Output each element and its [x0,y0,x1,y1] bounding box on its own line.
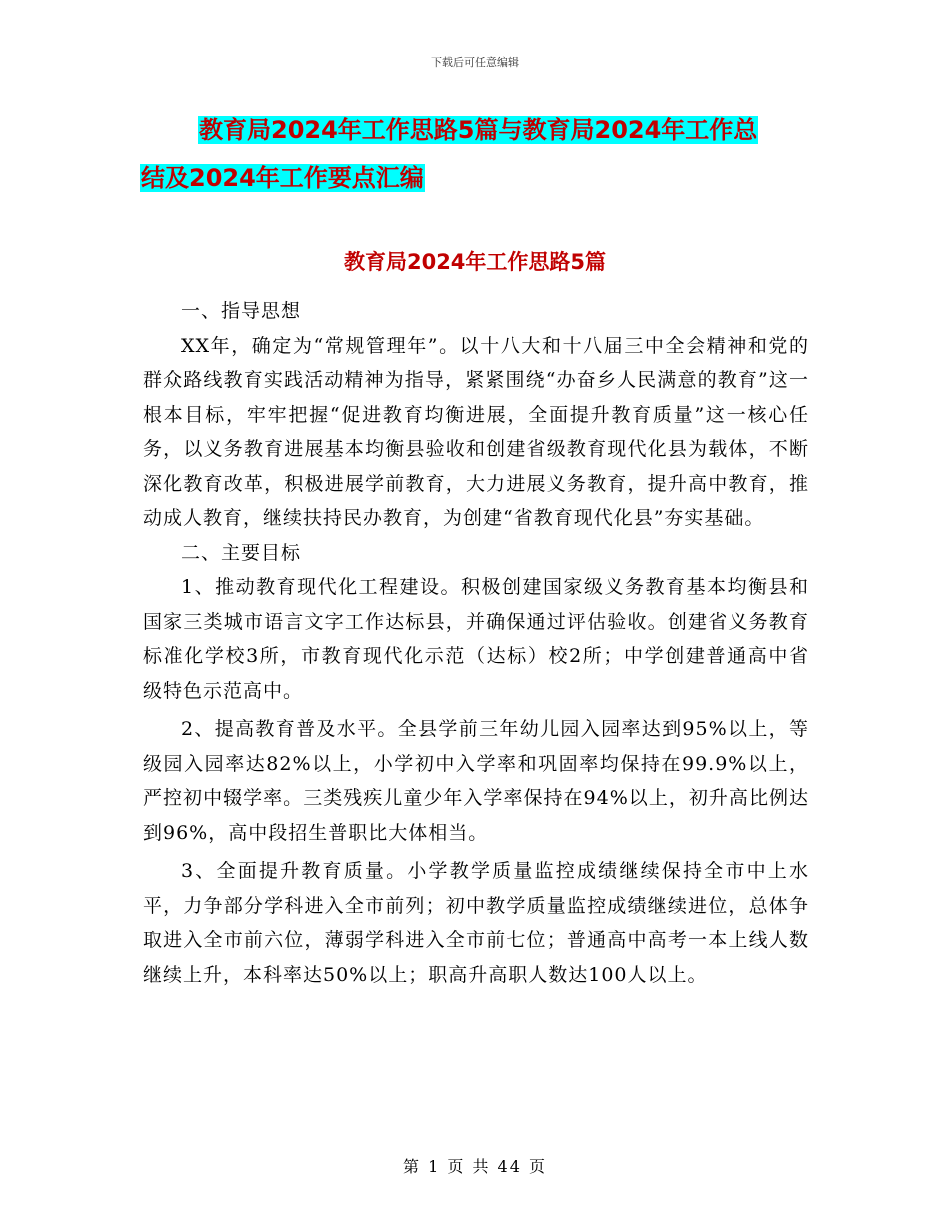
document-body [143,294,809,992]
paragraph-goal-2: 2、提高教育普及水平。全县学前三年幼儿园入园率达到95%以上，等级园入园率达82%以上，小学初中入学率和巩固率均保持在99.9%以上，严控初中辍学率。三类残疾儿童少年入学率保持在94%以上，初升高比例达到96%，高中段招生普职比大体相当。 [143,718,809,844]
heading-guiding-thought: 一、指导思想 [181,300,302,322]
document-title-line-2: 结及2024年工作要点汇编 [141,164,424,192]
document-title-line-1: 教育局2024年工作思路5篇与教育局2024年工作总 [199,116,758,144]
paragraph-guiding-thought: XX年，确定为“常规管理年”。以十八大和十八届三中全会精神和党的群众路线教育实践活动精神为指导，紧紧围绕“办奋乡人民满意的教育”这一根本目标，牢牢把握“促进教育均衡进展，全面提升教育质量”这一核心任务，以义务教育进展基本均衡县验收和创建省级教育现代化县为载体，不断深化教育改革，积极进展学前教育，大力进展义务教育，提升高中教育，推动成人教育，继续扶持民办教育，为创建“省教育现代化县”夯实基础。 [143,334,809,529]
heading-main-goals: 二、主要目标 [181,541,302,564]
paragraph-goal-3: 3、全面提升教育质量。小学教学质量监控成绩继续保持全市中上水平，力争部分学科进入全市前列；初中教学质量监控成绩继续进位，总体争取进入全市前六位，薄弱学科进入全市前七位；普通高中高考一本上线人数继续上升，本科率达50%以上；职高升高职人数达100人以上。 [143,860,809,986]
section-title: 教育局2024年工作思路5篇 [343,250,607,274]
document-title [140,106,840,202]
page-number-footer: 第 1 页 共 44 页 [403,1157,547,1176]
page-header-note: 下载后可任意编辑 [431,56,519,69]
paragraph-goal-1: 1、推动教育现代化工程建设。积极创建国家级义务教育基本均衡县和国家三类城市语言文字工作达标县，并确保通过评估验收。创建省义务教育标准化学校3所，市教育现代化示范（达标）校2所；中学创建普通高中省级特色示范高中。 [143,576,809,702]
